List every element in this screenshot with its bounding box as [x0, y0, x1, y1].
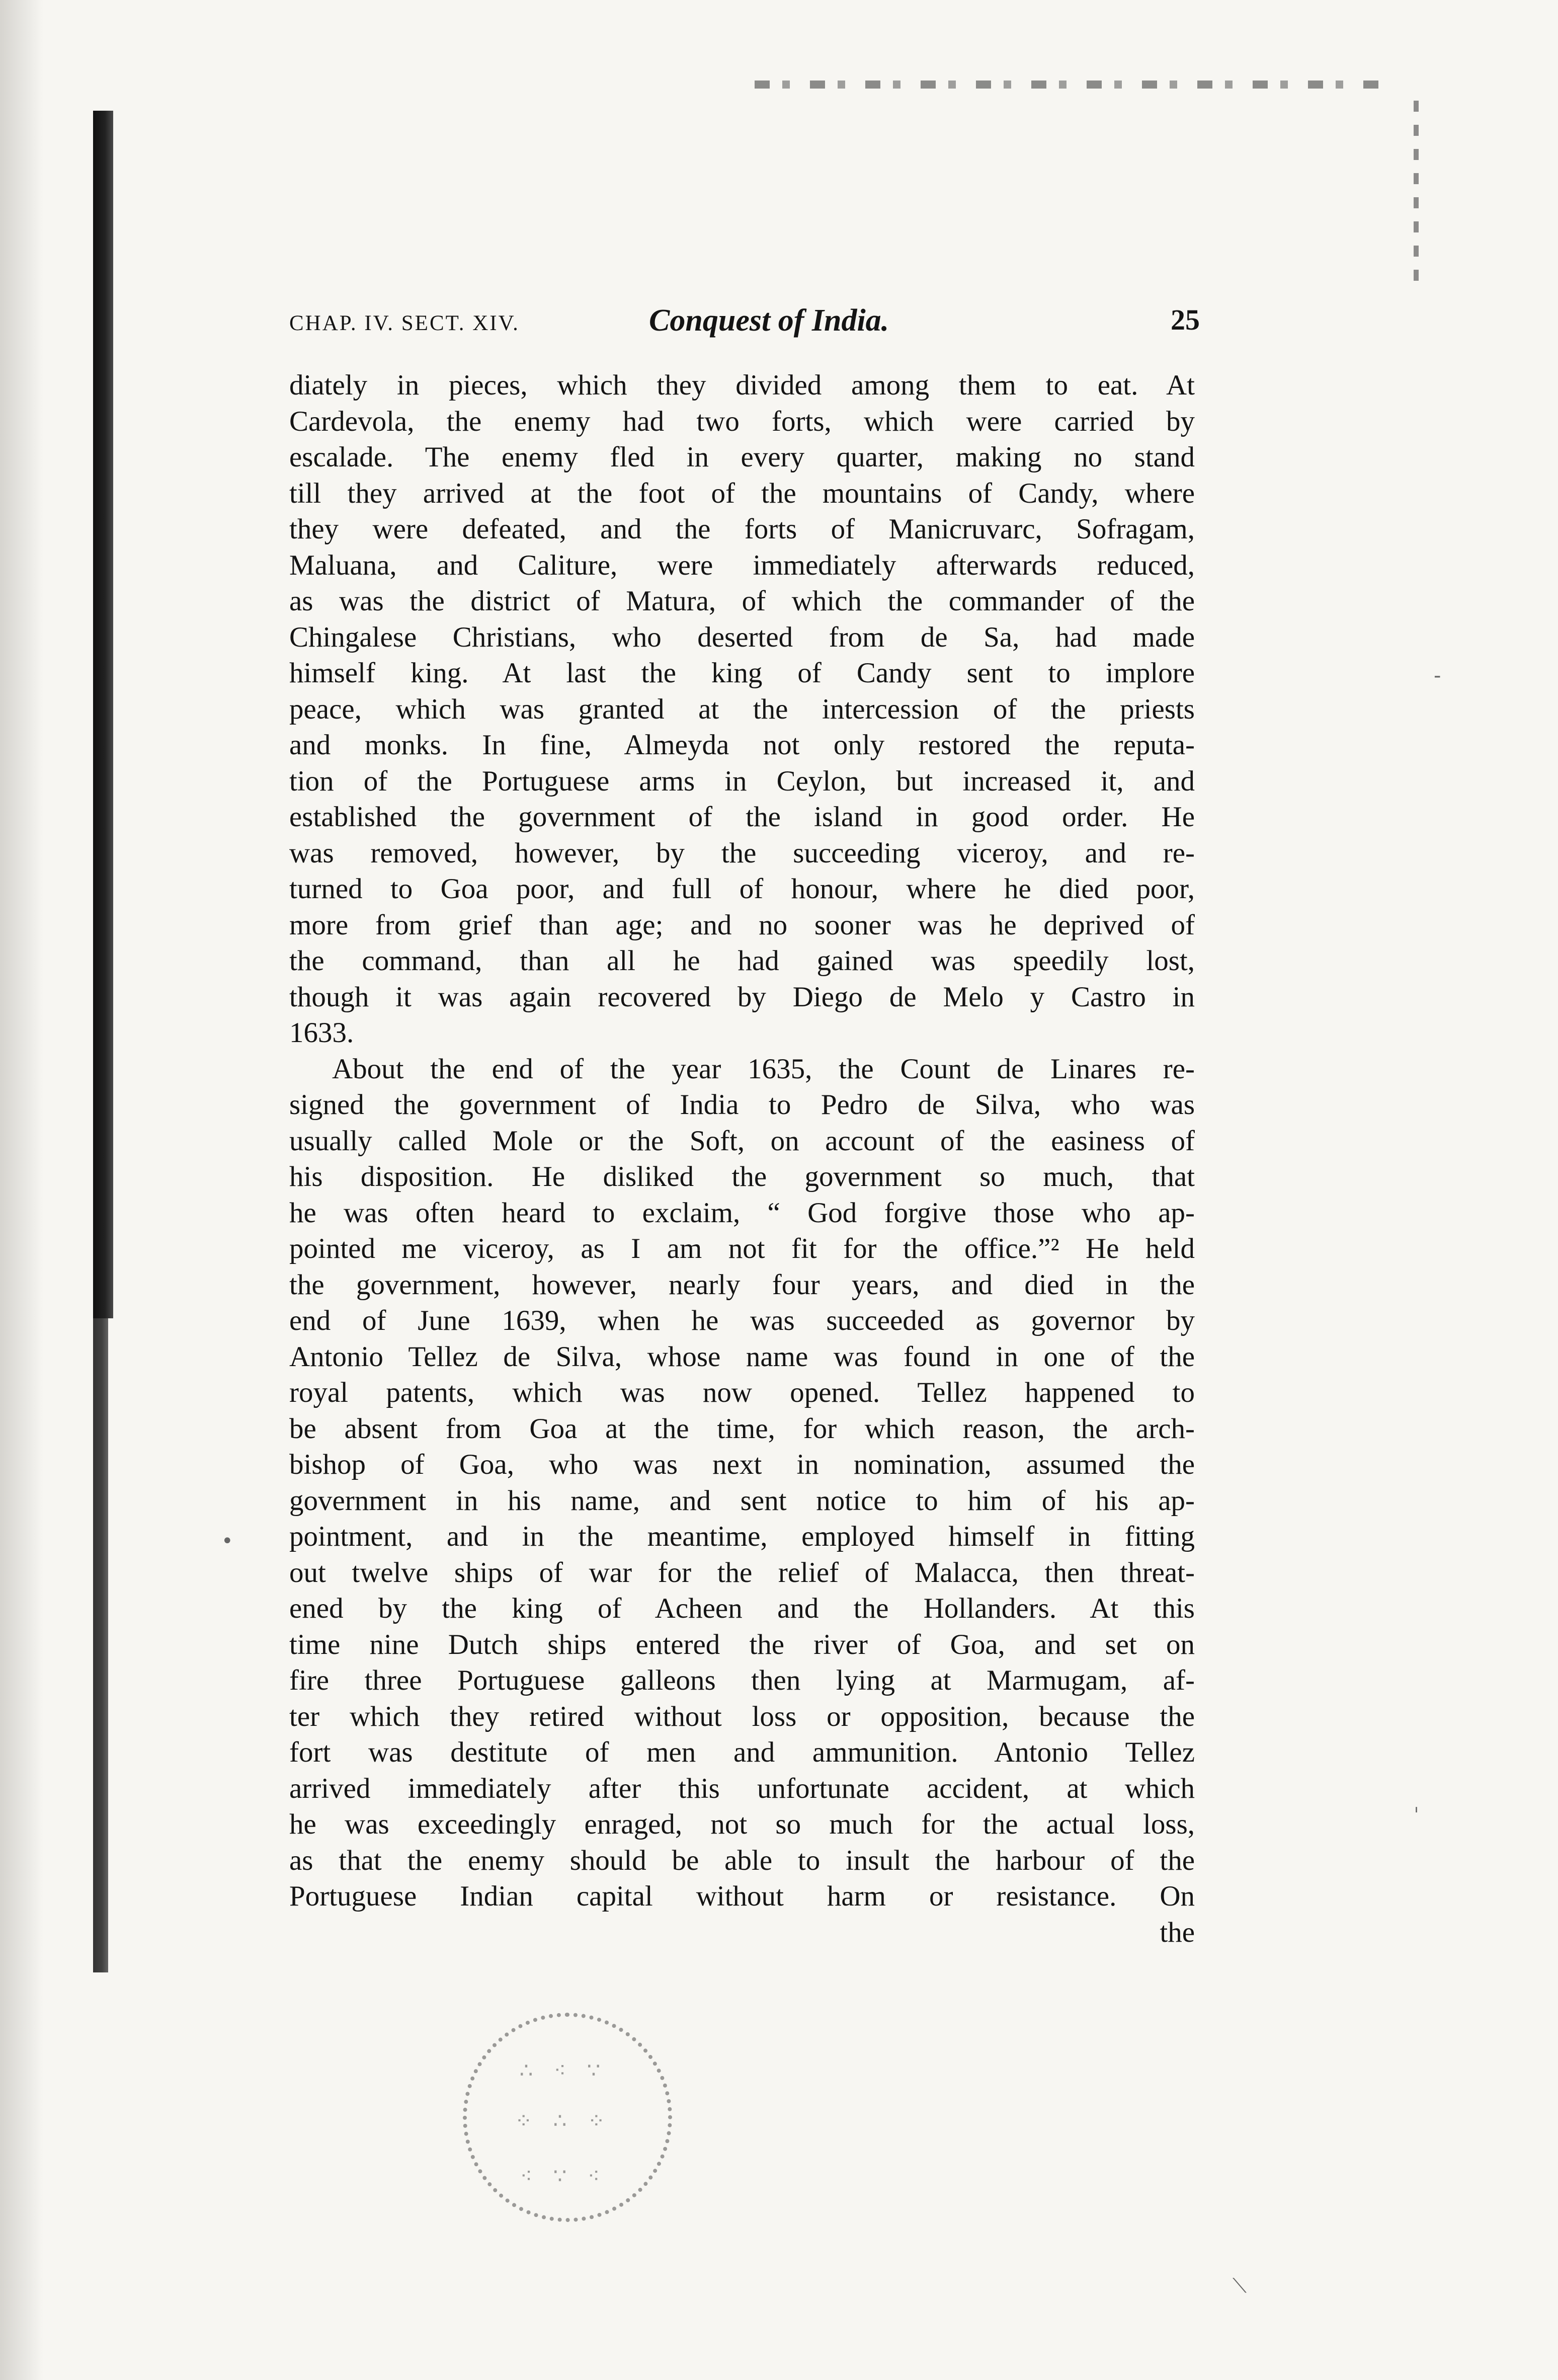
text-line: his disposition. He disliked the government so much, that: [289, 1161, 1195, 1193]
text-line: escalade. The enemy fled in every quarter, making no stand: [289, 441, 1195, 473]
text-line: they were defeated, and the forts of Manicruvarc, Sofragam,: [289, 513, 1195, 545]
chapter-section-label: CHAP. IV. SECT. XIV.: [289, 311, 520, 335]
right-edge-marks: [1414, 101, 1419, 292]
text-line: end of June 1639, when he was succeeded as governor by: [289, 1305, 1195, 1336]
text-line: ter which they retired without loss or opposition, because the: [289, 1700, 1195, 1732]
text-line: till they arrived at the foot of the mountains of Candy, where: [289, 477, 1195, 509]
text-line: he was exceedingly enraged, not so much for the actual loss,: [289, 1808, 1195, 1840]
stamp-marks-middle: ⁘ ∴ ⁘: [515, 2108, 612, 2133]
text-line: royal patents, which was now opened. Tellez happened to: [289, 1377, 1195, 1408]
stamp-marks-bottom: ⁖ ∵ ⁖: [520, 2164, 607, 2188]
text-line: himself king. At last the king of Candy sent to implore: [289, 657, 1195, 689]
text-line: Cardevola, the enemy had two forts, which were carried by: [289, 405, 1195, 437]
margin-mark: ˌ: [1414, 1791, 1419, 1814]
text-line: arrived immediately after this unfortunate accident, at which: [289, 1772, 1195, 1804]
text-line: signed the government of India to Pedro de Silva, who was: [289, 1089, 1195, 1121]
text-line: 1633.: [289, 1017, 354, 1049]
text-line: and monks. In fine, Almeyda not only restored the reputa-: [289, 729, 1195, 761]
text-line: established the government of the island in good order. He: [289, 801, 1195, 833]
text-line: the government, however, nearly four years, and died in the: [289, 1268, 1195, 1301]
text-line: out twelve ships of war for the relief of Malacca, then threat-: [289, 1556, 1195, 1589]
text-line: pointment, and in the meantime, employed himself in fitting: [289, 1521, 1195, 1552]
text-line: turned to Goa poor, and full of honour, where he died poor,: [289, 873, 1195, 905]
text-line: Maluana, and Caliture, were immediately afterwards reduced,: [289, 549, 1195, 581]
text-line: was removed, however, by the succeeding viceroy, and re-: [289, 837, 1195, 869]
margin-mark: ‐: [1434, 664, 1441, 687]
gutter-shadow: [93, 111, 113, 1318]
stamp-marks-top: ∴ ⁖ ∵: [519, 2058, 608, 2083]
text-line: time nine Dutch ships entered the river of Goa, and set on: [289, 1628, 1195, 1660]
text-line: tion of the Portuguese arms in Ceylon, but increased it, and: [289, 765, 1195, 797]
text-line: About the end of the year 1635, the Count de Linares re-: [332, 1053, 1195, 1085]
text-line: diately in pieces, which they divided among them to eat. At: [289, 369, 1195, 401]
text-line: though it was again recovered by Diego de Melo y Castro in: [289, 981, 1195, 1013]
text-line: fire three Portuguese galleons then lying at Marmugam, af-: [289, 1664, 1195, 1696]
binding-edge: [0, 0, 43, 2380]
text-line: he was often heard to exclaim, “ God forgive those who ap-: [289, 1197, 1195, 1229]
text-line: peace, which was granted at the intercession of the priests: [289, 693, 1195, 725]
text-line: usually called Mole or the Soft, on account of the easiness of: [289, 1125, 1195, 1157]
text-line: as was the district of Matura, of which the commander of the: [289, 585, 1195, 617]
margin-mark: •: [221, 1530, 233, 1553]
page-number: 25: [1171, 303, 1200, 336]
top-edge-marks: [755, 81, 1383, 89]
running-header: [289, 301, 1200, 346]
text-line: Chingalese Christians, who deserted from de Sa, had made: [289, 621, 1195, 653]
text-line: Antonio Tellez de Silva, whose name was found in one of the: [289, 1340, 1195, 1373]
text-line: as that the enemy should be able to insult the harbour of the: [289, 1844, 1195, 1876]
margin-mark: ⟍: [1233, 2274, 1247, 2297]
text-line: bishop of Goa, who was next in nomination, assumed the: [289, 1449, 1195, 1480]
text-line: the command, than all he had gained was speedily lost,: [289, 945, 1195, 977]
text-line: fort was destitute of men and ammunition. Antonio Tellez: [289, 1736, 1195, 1768]
text-line: ened by the king of Acheen and the Hollanders. At this: [289, 1593, 1195, 1624]
body-text: [289, 367, 1195, 1950]
text-line: pointed me viceroy, as I am not fit for the office.”² He held: [289, 1233, 1195, 1264]
text-line: Portuguese Indian capital without harm or resistance. On: [289, 1880, 1195, 1912]
library-stamp: [453, 2013, 704, 2224]
text-line: government in his name, and sent notice to him of his ap-: [289, 1484, 1195, 1517]
gutter-shadow-lower: [93, 1318, 108, 1972]
text-line: be absent from Goa at the time, for which reason, the arch-: [289, 1412, 1195, 1445]
text-line: more from grief than age; and no sooner was he deprived of: [289, 909, 1195, 941]
catchword: the: [1160, 1916, 1195, 1948]
running-title: Conquest of India.: [649, 303, 889, 338]
